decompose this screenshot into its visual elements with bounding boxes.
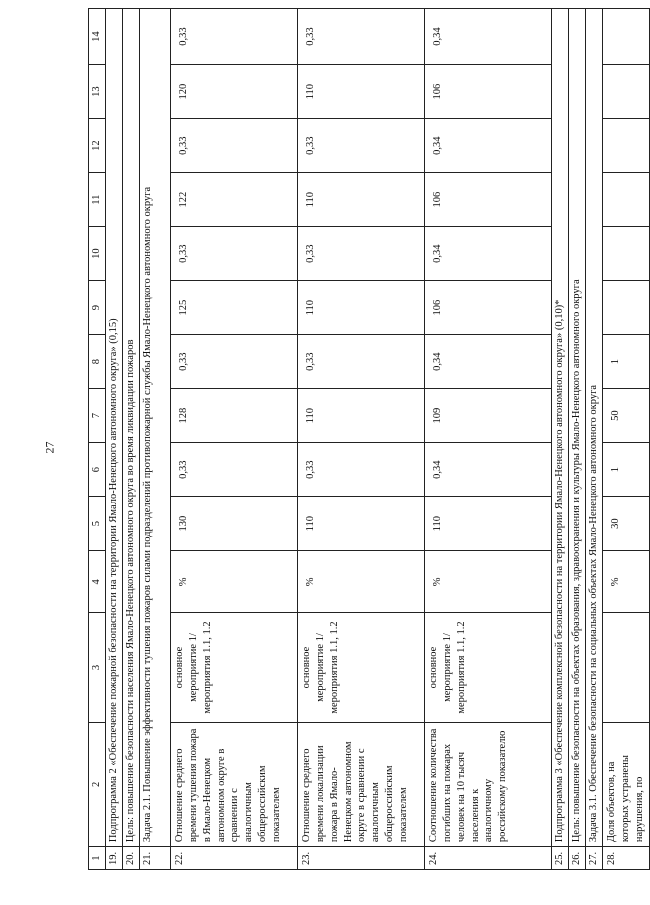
header-cell: 6 [89,443,106,497]
goal-text: Цель: повышение безопасности на объектах образования, здравоохранения и культуры Ямало-Ненецкого автономного округа [569,9,586,847]
subprogram-title: Подпрограмма 2 «Обеспечение пожарной безопасности на территории Ямало-Ненецкого автономного округа» (0,15) [106,9,123,847]
header-cell: 9 [89,281,106,335]
row-number: 27. [586,847,603,870]
value-cell: 0,33 [298,119,425,173]
event-reference: основное мероприятие 1/мероприятия 1.1, 1.2 [171,613,298,722]
indicator-name: Соотношение количества погибших на пожарах человек на 10 тысяч населения к аналогичному российскому показателю [425,722,552,847]
value-cell: 125 [171,281,298,335]
indicator-name: Отношение среднего времени локализации пожара в Ямало-Ненецком автономном округе в сравнении с аналогичным общероссийским показателем [298,722,425,847]
value-cell [603,65,650,119]
goal-row [569,9,586,870]
header-cell: 4 [89,551,106,613]
indicator-name: Доля объектов, на которых устранены нарушения, по [603,722,650,847]
task-row [586,9,603,870]
subprogram-row [552,9,569,870]
value-cell: 0,33 [298,9,425,65]
value-cell: 106 [425,173,552,227]
value-cell: 128 [171,389,298,443]
header-cell: 3 [89,613,106,722]
value-cell: 0,33 [298,443,425,497]
header-cell: 2 [89,722,106,847]
row-number: 19. [106,847,123,870]
row-number: 23. [298,847,425,870]
task-text: Задача 3.1. Обеспечение безопасности на социальных объектах Ямало-Ненецкого автономного округа [586,9,603,847]
indicator-name: Отношение среднего времени тушения пожара в Ямало-Ненецком автономном округе в сравнении с аналогичным общероссийским показателем [171,722,298,847]
value-cell: 110 [298,173,425,227]
value-cell: 1 [603,443,650,497]
value-cell: 0,34 [425,443,552,497]
indicator-row [298,9,425,870]
header-row [89,9,106,870]
value-cell [603,173,650,227]
indicator-row-partial [603,9,650,870]
value-cell: 0,33 [171,119,298,173]
value-cell: 1 [603,335,650,389]
value-cell: 0,34 [425,335,552,389]
value-cell: 106 [425,281,552,335]
unit-cell: % [603,551,650,613]
value-cell: 110 [425,497,552,551]
row-number: 25. [552,847,569,870]
header-cell: 1 [89,847,106,870]
subprogram-row [106,9,123,870]
unit-cell: % [425,551,552,613]
goal-row [123,9,140,870]
task-text: Задача 2.1. Повышение эффективности тушения пожаров силами подразделений противопожарной службы Ямало-Ненецкого автономного округа [140,9,171,847]
value-cell: 0,34 [425,227,552,281]
value-cell: 120 [171,65,298,119]
unit-cell: % [298,551,425,613]
value-cell: 0,33 [298,335,425,389]
row-number: 26. [569,847,586,870]
value-cell: 0,33 [171,335,298,389]
header-cell: 7 [89,389,106,443]
value-cell: 30 [603,497,650,551]
indicator-row [425,9,552,870]
value-cell: 109 [425,389,552,443]
unit-cell: % [171,551,298,613]
value-cell [603,119,650,173]
event-reference: основное мероприятие 1/мероприятия 1.1, 1.2 [425,613,552,722]
indicator-row [171,9,298,870]
subprogram-title: Подпрограмма 3 «Обеспечение комплексной безопасности на территории Ямало-Ненецкого автономного округа» (0,10)* [552,9,569,847]
row-number: 28. [603,847,650,870]
value-cell: 0,33 [171,9,298,65]
page-number: 27 [42,441,57,454]
row-number: 20. [123,847,140,870]
value-cell [603,9,650,65]
row-number: 21. [140,847,171,870]
header-cell: 14 [89,9,106,65]
event-reference: основное мероприятие 1/мероприятия 1.1, 1.2 [298,613,425,722]
header-cell: 11 [89,173,106,227]
header-cell: 5 [89,497,106,551]
value-cell [603,227,650,281]
value-cell: 0,33 [171,443,298,497]
header-cell: 8 [89,335,106,389]
value-cell: 110 [298,389,425,443]
value-cell: 0,34 [425,119,552,173]
task-row [140,9,171,870]
value-cell: 0,33 [298,227,425,281]
value-cell: 0,34 [425,9,552,65]
value-cell: 50 [603,389,650,443]
header-cell: 13 [89,65,106,119]
row-number: 24. [425,847,552,870]
value-cell [603,281,650,335]
value-cell: 110 [298,281,425,335]
value-cell: 110 [298,497,425,551]
row-number: 22. [171,847,298,870]
value-cell: 122 [171,173,298,227]
goal-text: Цель: повышение безопасности населения Ямало-Ненецкого автономного округа во время ликвидации пожаров [123,9,140,847]
value-cell: 130 [171,497,298,551]
header-cell: 12 [89,119,106,173]
header-cell: 10 [89,227,106,281]
event-reference [603,613,650,722]
indicators-table [88,8,650,870]
value-cell: 0,33 [171,227,298,281]
value-cell: 110 [298,65,425,119]
value-cell: 106 [425,65,552,119]
